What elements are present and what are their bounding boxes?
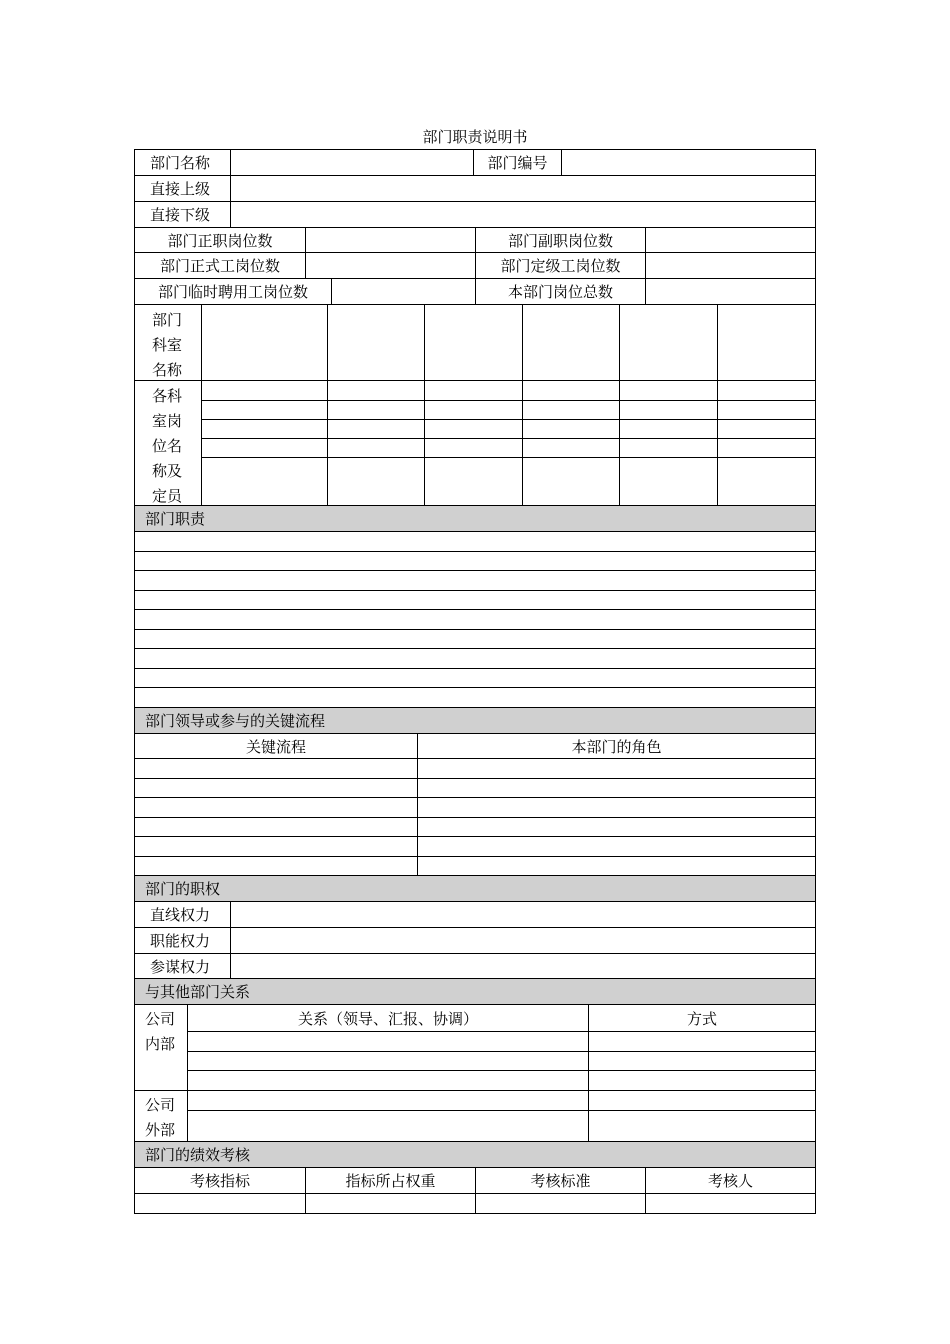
row-superior (134, 175, 816, 201)
grid-line (201, 419, 815, 420)
dept-name-field[interactable] (230, 150, 473, 175)
grid-line (187, 1051, 815, 1052)
row-formal-posts (134, 252, 816, 278)
duty-line[interactable] (134, 687, 816, 707)
office-posts-label-line: 位名 (152, 437, 183, 455)
line-power-label: 直线权力 (150, 906, 211, 924)
performance-header-label: 部门的绩效考核 (145, 1146, 251, 1164)
col-assessor: 考核人 (645, 1168, 815, 1193)
process-cell[interactable] (135, 857, 417, 875)
function-power-label: 职能权力 (150, 932, 211, 950)
processes-header (134, 707, 816, 733)
assessor-cell[interactable] (645, 1194, 815, 1213)
grid-line (201, 305, 202, 380)
grid-line (187, 1070, 815, 1071)
formal-posts-field[interactable] (305, 253, 475, 278)
external-label (135, 1091, 187, 1141)
role-cell[interactable] (417, 798, 815, 817)
row-internal-relations (134, 1004, 816, 1090)
advisory-power-label: 参谋权力 (150, 957, 211, 976)
authority-header (134, 875, 816, 901)
relations-header (134, 978, 816, 1004)
relations-header-label: 与其他部门关系 (145, 983, 251, 1001)
role-cell[interactable] (417, 759, 815, 778)
col-indicator: 考核指标 (189, 1172, 250, 1190)
duty-line[interactable] (134, 551, 816, 570)
line-power-field[interactable] (230, 902, 815, 927)
process-row (134, 817, 816, 836)
function-power-field[interactable] (230, 928, 815, 953)
subordinate-label: 直接下级 (150, 206, 211, 224)
processes-column-header (134, 733, 816, 758)
grid-line (187, 1110, 815, 1111)
process-cell[interactable] (135, 818, 417, 836)
indicator-cell[interactable] (135, 1194, 305, 1213)
principal-posts-label: 部门正职岗位数 (167, 231, 273, 250)
role-cell[interactable] (417, 818, 815, 836)
process-cell[interactable] (135, 837, 417, 856)
page-title: 部门职责说明书 (422, 128, 528, 146)
row-office-posts (134, 380, 816, 505)
office-name-label-line: 科室 (152, 336, 183, 354)
external-label-line: 外部 (145, 1121, 176, 1139)
office-posts-label-line: 室岗 (152, 412, 183, 430)
duty-line[interactable] (134, 570, 816, 590)
duty-line[interactable] (134, 668, 816, 687)
role-cell[interactable] (417, 837, 815, 856)
responsibility-form (134, 149, 816, 1214)
temp-posts-field[interactable] (331, 279, 475, 304)
row-external-relations (134, 1090, 816, 1141)
row-line-power (134, 901, 816, 927)
grid-line (522, 305, 523, 380)
deputy-posts-field[interactable] (645, 228, 815, 252)
advisory-power-field[interactable] (230, 954, 815, 978)
grid-line (619, 305, 620, 380)
row-office-names (134, 304, 816, 380)
col-relation: 关系（领导、汇报、协调） (297, 1009, 478, 1028)
duty-line[interactable] (134, 590, 816, 609)
process-cell[interactable] (135, 759, 417, 778)
row-principal-posts (134, 227, 816, 252)
performance-header (134, 1141, 816, 1167)
process-row (134, 856, 816, 875)
performance-column-header (134, 1167, 816, 1193)
standard-cell[interactable] (475, 1194, 645, 1213)
row-subordinate (134, 201, 816, 227)
performance-row (134, 1193, 816, 1214)
role-cell[interactable] (417, 857, 815, 875)
col-process: 关键流程 (245, 737, 306, 756)
grid-line (201, 438, 815, 439)
office-posts-label-line: 称及 (152, 462, 183, 480)
col-role: 本部门的角色 (417, 734, 815, 758)
dept-no-field[interactable] (561, 150, 815, 175)
row-advisory-power (134, 953, 816, 978)
grid-line (187, 1031, 815, 1032)
superior-label: 直接上级 (150, 180, 211, 198)
process-row (134, 758, 816, 778)
office-name-label (135, 305, 201, 380)
processes-header-label: 部门领导或参与的关键流程 (145, 712, 326, 730)
duties-header (134, 505, 816, 531)
authority-header-label: 部门的职权 (145, 880, 221, 898)
deputy-posts-label: 部门副职岗位数 (475, 228, 645, 252)
grid-line (187, 1091, 188, 1141)
weight-cell[interactable] (305, 1194, 475, 1213)
superior-field[interactable] (230, 176, 815, 201)
office-posts-label (135, 381, 201, 505)
grid-line (588, 1091, 589, 1141)
grid-line (424, 305, 425, 380)
duties-header-label: 部门职责 (145, 510, 206, 528)
temp-posts-label: 部门临时聘用工岗位数 (157, 283, 308, 301)
principal-posts-field[interactable] (305, 228, 475, 252)
role-cell[interactable] (417, 779, 815, 797)
process-cell[interactable] (135, 779, 417, 797)
formal-posts-label: 部门正式工岗位数 (159, 257, 280, 275)
total-posts-label: 本部门岗位总数 (475, 279, 645, 304)
row-temp-posts (134, 278, 816, 304)
dept-no-label: 部门编号 (473, 150, 561, 175)
duty-line[interactable] (134, 629, 816, 648)
duty-line[interactable] (134, 648, 816, 668)
process-row (134, 797, 816, 817)
process-row (134, 836, 816, 856)
internal-label-line: 公司 (145, 1010, 176, 1028)
process-cell[interactable] (135, 798, 417, 817)
grid-line (201, 457, 815, 458)
graded-posts-label: 部门定级工岗位数 (475, 253, 645, 278)
process-row (134, 778, 816, 797)
subordinate-field[interactable] (230, 202, 815, 227)
dept-name-label: 部门名称 (150, 154, 211, 172)
office-posts-label-line: 定员 (152, 487, 183, 505)
total-posts-field[interactable] (645, 279, 815, 304)
grid-line (201, 400, 815, 401)
office-name-label-line: 部门 (152, 311, 183, 329)
grid-line (327, 305, 328, 380)
row-dept-name (134, 149, 816, 175)
col-weight: 指标所占权重 (305, 1168, 475, 1193)
grid-line (717, 305, 718, 380)
internal-label (135, 1005, 187, 1090)
col-method: 方式 (686, 1009, 717, 1028)
external-label-line: 公司 (145, 1096, 176, 1114)
graded-posts-field[interactable] (645, 253, 815, 278)
duty-line[interactable] (134, 531, 816, 551)
col-standard: 考核标准 (475, 1168, 645, 1193)
row-function-power (134, 927, 816, 953)
office-name-label-line: 名称 (152, 361, 183, 379)
office-posts-label-line: 各科 (152, 387, 183, 405)
internal-label-line: 内部 (145, 1035, 176, 1053)
duty-line[interactable] (134, 609, 816, 629)
